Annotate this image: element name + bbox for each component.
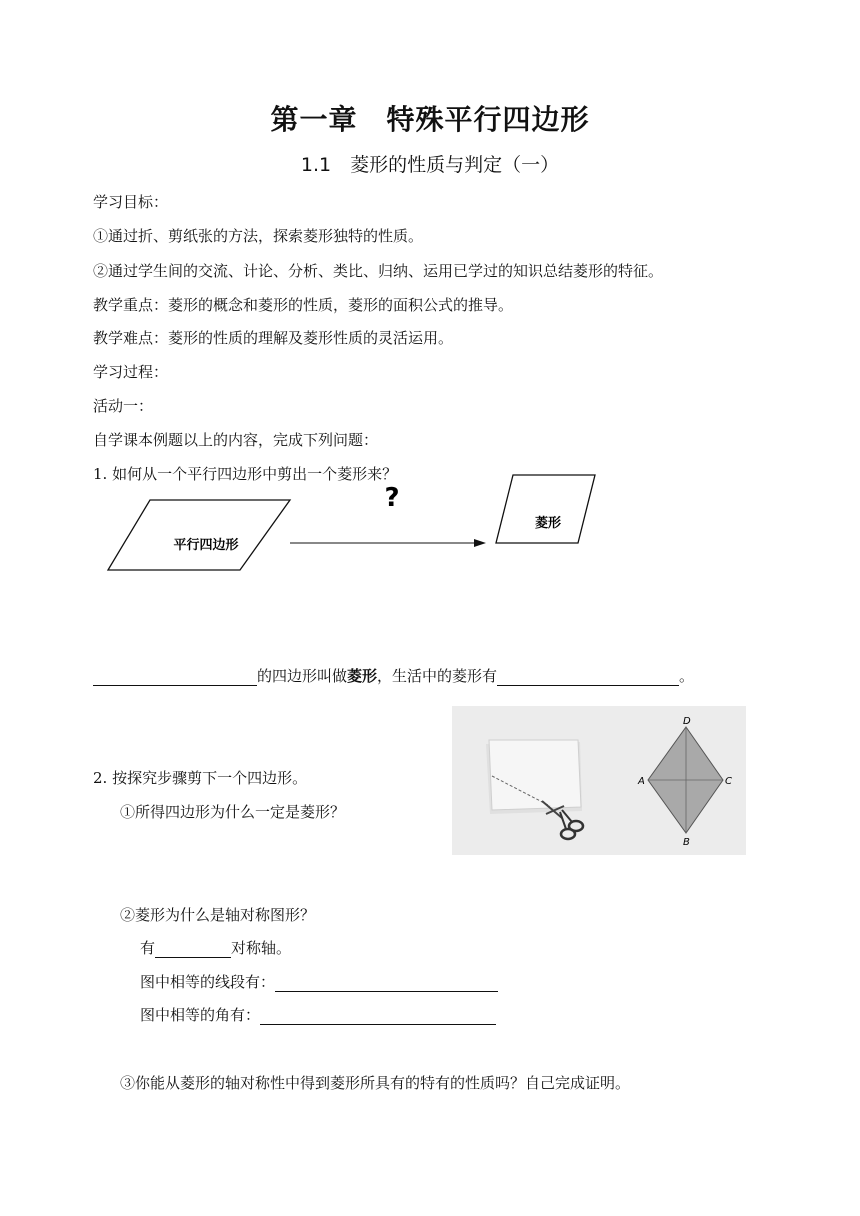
definition-line bbox=[93, 665, 694, 686]
axis-pre: 有 bbox=[140, 939, 156, 957]
definition-blank[interactable] bbox=[93, 669, 257, 686]
rhombus-label: 菱形 bbox=[534, 516, 562, 531]
life-example-blank[interactable] bbox=[497, 669, 679, 686]
objectives-heading: 学习目标： bbox=[93, 193, 169, 211]
objective-1: ①通过折、剪纸张的方法，探索菱形独特的性质。 bbox=[93, 227, 424, 245]
question-2-sub2: ②菱形为什么是轴对称图形？ bbox=[120, 906, 316, 924]
question-mark: ? bbox=[384, 483, 400, 513]
question-2: 2. 按探究步骤剪下一个四边形。 bbox=[93, 769, 308, 787]
folding-figure bbox=[452, 706, 746, 855]
definition-keyword: 菱形 bbox=[347, 667, 378, 685]
key-point: 教学重点：菱形的概念和菱形的性质，菱形的面积公式的推导。 bbox=[93, 296, 514, 314]
axis-count-line bbox=[140, 937, 291, 958]
equal-segments-label: 图中相等的线段有： bbox=[140, 973, 276, 991]
question-2-sub1: ①所得四边形为什么一定是菱形？ bbox=[120, 803, 346, 821]
folded-paper bbox=[489, 740, 581, 810]
equal-segments-blank[interactable] bbox=[275, 975, 498, 992]
instruction: 自学课本例题以上的内容，完成下列问题： bbox=[93, 431, 379, 449]
difficult-point: 教学难点：菱形的性质的理解及菱形性质的灵活运用。 bbox=[93, 329, 454, 347]
definition-part1: 的四边形叫做 bbox=[257, 667, 348, 685]
objective-2: ②通过学生间的交流、计论、分析、类比、归纳、运用已学过的知识总结菱形的特征。 bbox=[93, 262, 664, 280]
section-subtitle: 1.1 菱形的性质与判定（一） bbox=[300, 154, 560, 176]
rhombus-shape bbox=[496, 475, 595, 543]
chapter-title: 第一章 特殊平行四边形 bbox=[270, 103, 590, 136]
parallelogram-label: 平行四边形 bbox=[173, 538, 239, 553]
parallelogram-shape bbox=[108, 500, 290, 570]
question-1: 1. 如何从一个平行四边形中剪出一个菱形来？ bbox=[93, 465, 398, 483]
process-heading: 学习过程： bbox=[93, 363, 169, 381]
definition-end: 。 bbox=[679, 667, 695, 685]
activity-heading: 活动一： bbox=[93, 397, 154, 415]
arrow-head bbox=[474, 539, 486, 547]
equal-segments-line bbox=[140, 971, 498, 992]
equal-angles-blank[interactable] bbox=[260, 1008, 496, 1025]
label-a: A bbox=[638, 776, 645, 787]
label-b: B bbox=[683, 837, 690, 848]
equal-angles-label: 图中相等的角有： bbox=[140, 1006, 261, 1024]
label-d: D bbox=[683, 716, 691, 727]
label-c: C bbox=[725, 776, 732, 787]
cut-diagram bbox=[100, 470, 620, 580]
question-2-sub3: ③你能从菱形的轴对称性中得到菱形所具有的特有的性质吗？自己完成证明。 bbox=[120, 1074, 631, 1092]
equal-angles-line bbox=[140, 1004, 496, 1025]
axis-count-blank[interactable] bbox=[155, 941, 231, 958]
axis-post: 对称轴。 bbox=[231, 939, 292, 957]
definition-part2: ，生活中的菱形有 bbox=[377, 667, 498, 685]
